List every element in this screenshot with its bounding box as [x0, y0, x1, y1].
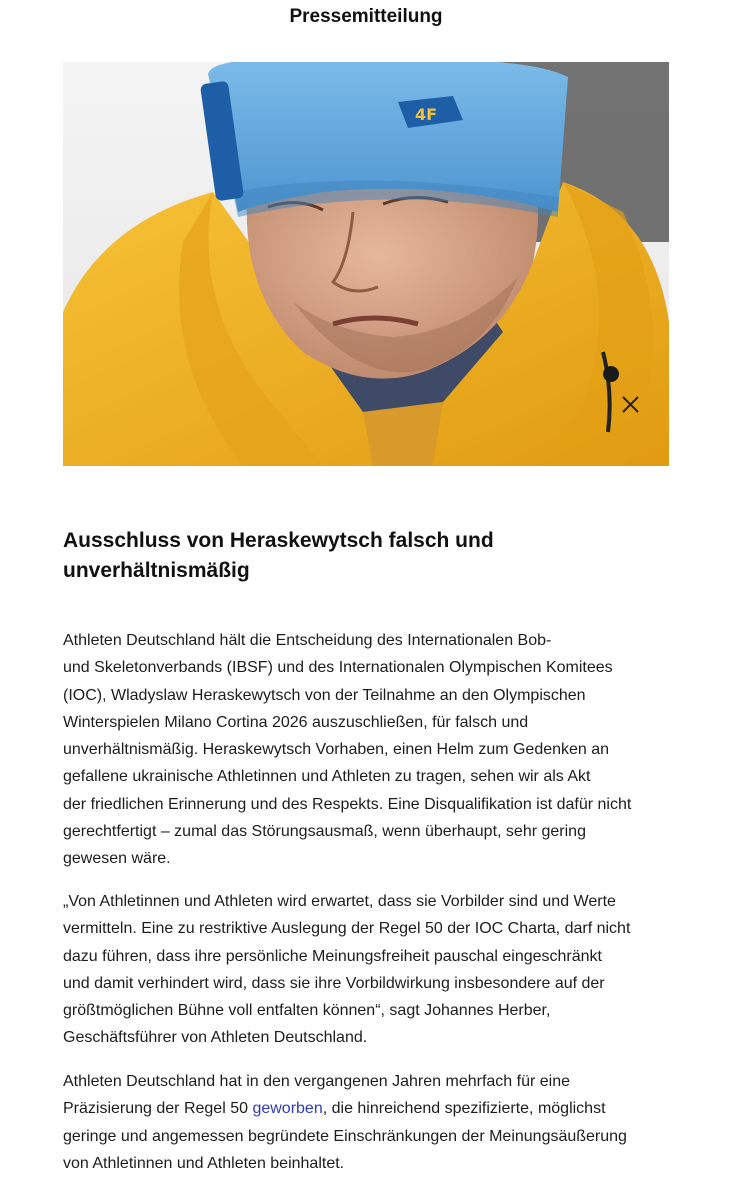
- text-line: der friedlichen Erinnerung und des Respekts. Eine Disqualifikation ist dafür nicht: [63, 795, 632, 813]
- text-line: Athleten Deutschland hält die Entscheidung des Internationalen Bob-: [63, 632, 552, 649]
- text-line: von Athletinnen und Athleten beinhaltet.: [63, 1154, 345, 1172]
- text-line: Winterspielen Milano Cortina 2026 auszuschließen, für falsch und: [63, 713, 529, 731]
- text-line: Athleten Deutschland hat in den vergangenen Jahren mehrfach für eine: [63, 1073, 571, 1090]
- page-title: Pressemitteilung: [289, 6, 443, 27]
- text-line: vermitteln. Eine zu restriktive Auslegung der Regel 50 der IOC Charta, darf nicht: [63, 920, 631, 938]
- text-segment: Präzisierung der Regel 50: [63, 1100, 253, 1118]
- paragraph-2-quote: [63, 888, 663, 1052]
- paragraph-1: [63, 627, 663, 873]
- text-line: und damit verhindert wird, dass sie ihre Vorbildwirkung insbesondere auf der: [63, 974, 605, 992]
- text-line: und Skeletonverbands (IBSF) und des Internationalen Olympischen Komitees: [63, 659, 613, 677]
- headline-line: unverhältnismäßig: [63, 559, 250, 582]
- svg-text:4F: 4F: [415, 105, 438, 124]
- paragraph-3: [63, 1068, 663, 1177]
- text-line: Geschäftsführer von Athleten Deutschland.: [63, 1029, 368, 1047]
- text-line: größtmöglichen Bühne voll entfalten können“, sagt Johannes Herber,: [63, 1002, 551, 1020]
- text-line: geringe und angemessen begründete Einschränkungen der Meinungsäußerung: [63, 1127, 627, 1145]
- text-line: gefallene ukrainische Athletinnen und Athleten zu tragen, sehen wir als Akt: [63, 768, 591, 786]
- text-line: dazu führen, dass ihre persönliche Meinungsfreiheit pauschal eingeschränkt: [63, 947, 602, 965]
- text-line: [63, 1095, 663, 1122]
- headline-line: Ausschluss von Heraskewytsch falsch und: [63, 529, 494, 552]
- text-line: (IOC), Wladyslaw Heraskewytsch von der Teilnahme an den Olympischen: [63, 686, 586, 704]
- text-line: unverhältnismäßig. Heraskewytsch Vorhaben, einen Helm zum Gedenken an: [63, 741, 610, 759]
- text-segment: , die hinreichend spezifizierte, möglichst: [322, 1100, 606, 1118]
- text-line: gewesen wäre.: [63, 850, 171, 868]
- text-line: gerechtfertigt – zumal das Störungsausmaß, wenn überhaupt, sehr gering: [63, 823, 586, 841]
- geworben-link[interactable]: geworben: [252, 1100, 323, 1118]
- article-headline: [63, 526, 663, 586]
- athlete-photo: [63, 62, 669, 466]
- text-line: „Von Athletinnen und Athleten wird erwartet, dass sie Vorbilder sind und Werte: [63, 893, 616, 910]
